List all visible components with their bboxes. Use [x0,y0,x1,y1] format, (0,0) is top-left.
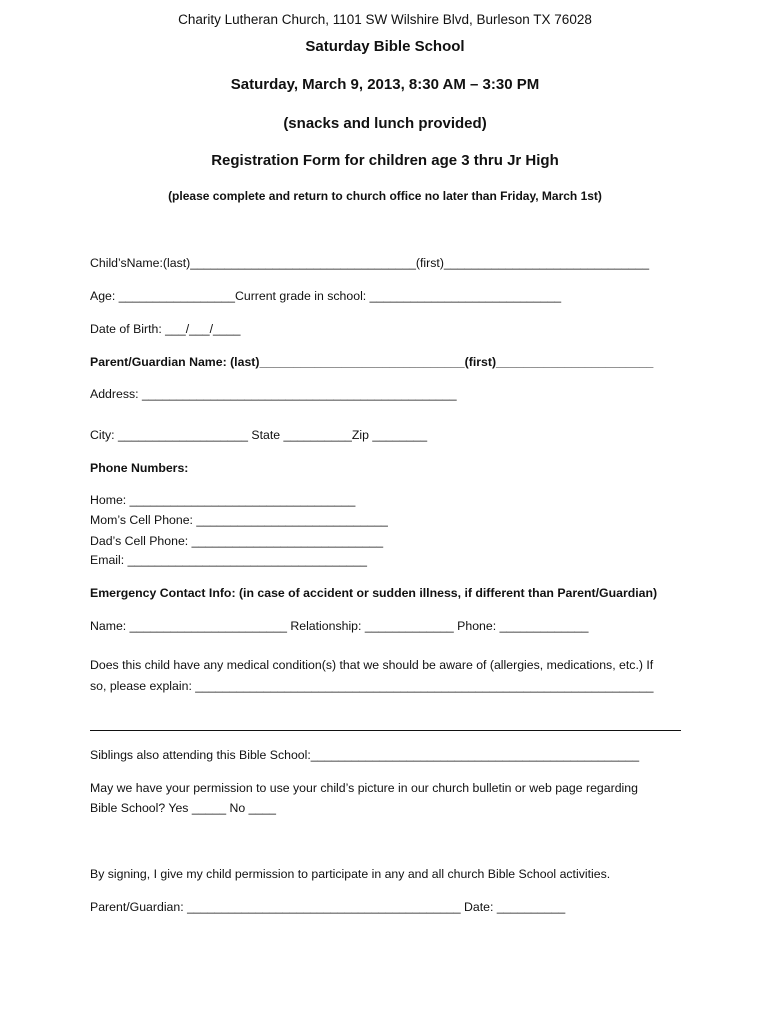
address-field: Address: ______________________________________________ [90,387,457,401]
form-title: Registration Form for children age 3 thru Jr High [211,152,559,169]
signature-date-field: Parent/Guardian: ________________________________________ Date: __________ [90,900,566,914]
signing-statement: By signing, I give my child permission to participate in any and all church Bible School activities. [90,867,611,881]
event-date: Saturday, March 9, 2013, 8:30 AM – 3:30 PM [230,76,540,93]
siblings-field: Siblings also attending this Bible School:________________________________________________ [90,748,640,762]
return-instructions: (please complete and return to church office no later than Friday, March 1st) [168,189,602,203]
dad-cell-field: Dad’s Cell Phone: ____________________________ [90,534,384,548]
emergency-contact-heading: Emergency Contact Info: (in case of accident or sudden illness, if different than Parent/Guardian) [90,586,658,600]
snacks-note: (snacks and lunch provided) [283,115,487,132]
page-title: Saturday Bible School [305,38,465,55]
photo-permission-question: May we have your permission to use your child’s picture in our church bulletin or web page regarding [90,781,638,795]
age-grade-field: Age: _________________Current grade in school: ____________________________ [90,289,562,303]
date-of-birth-field: Date of Birth: ___/___/____ [90,322,241,336]
parent-name-field: Parent/Guardian Name: (last)______________________________(first)_______________________ [90,355,654,369]
home-phone-field: Home: _________________________________ [90,493,356,507]
phone-numbers-heading: Phone Numbers: [90,461,189,475]
medical-question: Does this child have any medical condition(s) that we should be aware of (allergies, medications, etc.) If [90,658,654,672]
emergency-contact-field: Name: _______________________ Relationship: _____________ Phone: _____________ [90,619,589,633]
child-name-field: Child’sName:(last)_________________________________(first)______________________________ [90,256,650,270]
church-address: Charity Lutheran Church, 1101 SW Wilshire Blvd, Burleson TX 76028 [178,12,592,27]
medical-explain-field: so, please explain: ___________________________________________________________________ [90,679,654,693]
mom-cell-field: Mom’s Cell Phone: ____________________________ [90,513,388,527]
email-field: Email: ___________________________________ [90,553,367,567]
city-state-zip-field: City: ___________________ State __________Zip ________ [90,428,428,442]
section-divider [90,730,681,731]
photo-permission-answer: Bible School? Yes _____ No ____ [90,801,276,815]
